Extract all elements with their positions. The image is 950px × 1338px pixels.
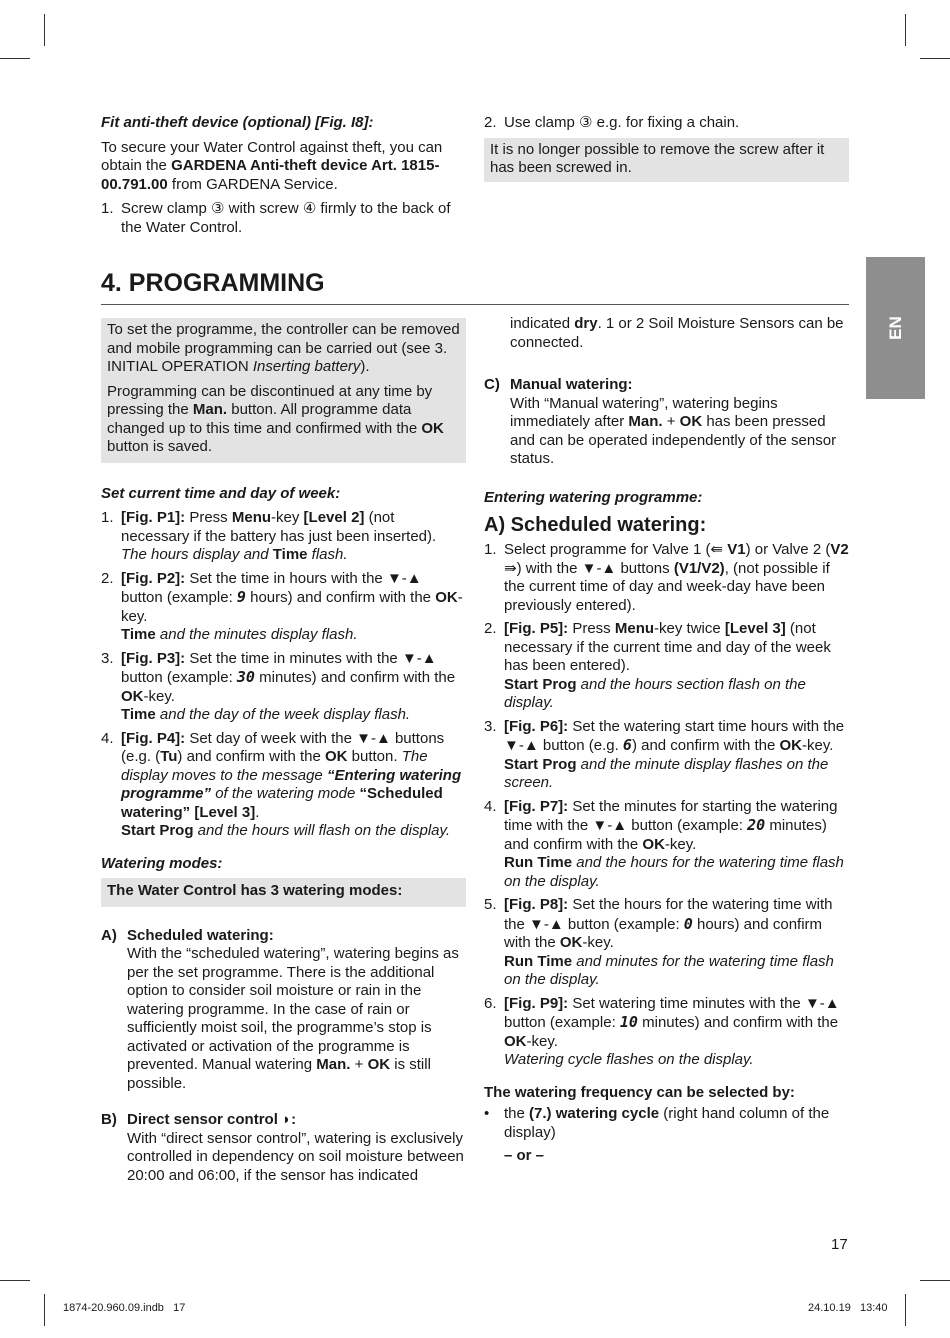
note-text: It is no longer possible to remove the screw after it has been screwed in. <box>490 140 825 176</box>
text: Inserting battery <box>252 358 361 375</box>
text: ) and confirm with the <box>631 737 780 754</box>
step-number: 3. <box>101 649 114 667</box>
info-paragraph <box>107 321 460 377</box>
anti-theft-steps-continued <box>484 114 849 133</box>
day-code: Tu <box>160 748 178 765</box>
time-day-steps <box>101 509 466 841</box>
footer-file-info: 1874-20.960.09.indb 17 <box>63 1302 186 1314</box>
text: and the day of the week display flash. <box>155 706 411 723</box>
text: hours) and confirm with the <box>245 589 436 606</box>
list-item <box>484 620 849 713</box>
text: . <box>255 803 260 821</box>
key-name: Man. <box>192 401 228 418</box>
anti-theft-continued <box>484 114 849 182</box>
list-item <box>484 798 849 892</box>
text: the <box>504 1105 530 1122</box>
key-name: OK <box>421 419 444 437</box>
key-name: Menu <box>231 509 272 526</box>
step-number: 2. <box>101 569 114 587</box>
section-title: 4. PROGRAMMING <box>101 268 849 305</box>
text: has been pressed and can be operated independently of the sensor status. <box>510 413 837 467</box>
mode-name: “Scheduled watering” [Level 3] <box>121 785 443 821</box>
level: [Level 2] <box>303 509 365 526</box>
step-number: 1. <box>484 541 497 558</box>
crop-mark <box>920 58 950 59</box>
text: and the minutes display flash. <box>155 626 358 643</box>
text: With “direct sensor control”, watering is exclusively controlled in dependency on soil moisture between 20:00 and 06:00, if the sensor has indicated <box>127 1129 464 1184</box>
text: -key. <box>143 687 175 705</box>
anti-theft-heading: Fit anti-theft device (optional) [Fig. I8]: <box>101 114 374 131</box>
text: Set day of week with the ▼-▲ buttons (e.g. ( <box>121 729 445 765</box>
key-name: OK <box>324 748 348 765</box>
display-value: 6 <box>622 736 632 754</box>
text: ) and confirm with the <box>177 748 325 765</box>
display-word: Start Prog <box>504 675 577 693</box>
level: [Level 3] <box>724 620 786 637</box>
crop-mark <box>0 1280 30 1281</box>
text: To set the programme, the controller can be removed and mobile programming can be carried out (see 3. INITIAL OPERATION <box>107 321 460 375</box>
display-word: Time <box>121 706 156 723</box>
text: Set the minutes for starting the watering time with the ▼-▲ button (example: <box>504 797 838 834</box>
right-column <box>484 315 849 1166</box>
text: and the hours section flash on the display. <box>504 675 806 711</box>
programme-subheading: A) Scheduled watering: <box>484 514 707 536</box>
text: Set watering time minutes with the ▼-▲ button (example: <box>504 994 840 1031</box>
text: Set the watering start time hours with the ▼-▲ button (e.g. <box>504 717 845 754</box>
frequency-heading: The watering frequency can be selected by: <box>484 1083 795 1101</box>
text: + <box>350 1056 368 1073</box>
text: . 1 or 2 Soil Moisture Sensors can be connected. <box>510 315 844 351</box>
text: -key. <box>802 737 834 754</box>
fig-ref: [Fig. P4]: <box>121 729 186 747</box>
mode-title: Scheduled watering: <box>127 926 274 944</box>
crop-mark <box>44 14 45 46</box>
text: , (not possible if the current time of day and week-day have been previously entered). <box>504 559 830 614</box>
footer-timestamp: 24.10.19 13:40 <box>808 1302 888 1314</box>
display-word: Start Prog <box>504 755 577 773</box>
note-box <box>484 138 849 182</box>
step-text: Use clamp ③ e.g. for fixing a chain. <box>504 114 740 131</box>
text: Set the time in hours with the ▼-▲ button (example: <box>121 569 422 606</box>
list-item <box>484 995 849 1070</box>
text: (not necessary if the current time and day of the week has been entered). <box>504 620 831 674</box>
text: -key <box>271 509 304 526</box>
key-name: Man. <box>628 413 663 430</box>
list-item <box>101 650 466 725</box>
mode-b-continued <box>484 315 849 352</box>
text: + <box>662 413 680 430</box>
mode-title: Direct sensor control ◗: <box>127 1111 297 1128</box>
display-value: 30 <box>236 668 255 686</box>
key-name: Man. <box>316 1056 351 1073</box>
text: The display moves to the message <box>121 748 428 784</box>
step-number: 2. <box>484 114 497 131</box>
step-number: 4. <box>484 797 497 815</box>
step-text: Screw clamp ③ with screw ④ firmly to the back of the Water Control. <box>121 200 451 236</box>
text: and minutes for the watering time flash on the display. <box>504 952 834 988</box>
anti-theft-steps <box>101 200 466 237</box>
text: -key twice <box>654 620 725 637</box>
text: Select programme for Valve 1 (⇚ <box>504 541 728 558</box>
key-name: OK <box>779 737 803 754</box>
text: -key. <box>664 835 697 853</box>
text: -key. <box>526 1032 558 1050</box>
text: (right hand column of the display) <box>504 1105 830 1141</box>
step-number: 1. <box>101 509 114 526</box>
programme-steps <box>484 541 849 1070</box>
key-name: Menu <box>614 620 655 637</box>
message: “Entering watering programme” <box>121 766 462 802</box>
key-name: OK <box>679 413 703 430</box>
text: Press <box>185 509 232 526</box>
text: button is saved. <box>107 438 213 455</box>
text: from GARDENA Service. <box>167 175 338 193</box>
fig-ref: [Fig. P1]: <box>121 509 186 526</box>
display-word: Run Time <box>504 952 573 970</box>
list-item <box>101 730 466 841</box>
anti-theft-intro <box>101 139 466 195</box>
crop-mark <box>905 1294 906 1326</box>
product-name: GARDENA Anti-theft device Art. 1815-00.791.00 <box>101 157 440 193</box>
text: ⇛) with the ▼-▲ buttons <box>504 559 674 577</box>
page-number: 17 <box>831 1236 848 1253</box>
display-value: 0 <box>683 914 693 933</box>
sensor-state: dry <box>574 315 598 332</box>
or-separator: – or – <box>504 1147 545 1164</box>
crop-mark <box>920 1280 950 1281</box>
text: button. All programme data changed up to this time and confirmed with the <box>107 401 422 437</box>
fig-ref: [Fig. P5]: <box>504 620 569 637</box>
text: and the hours for the watering time flash on the display. <box>504 854 844 890</box>
text: flash. <box>307 546 348 563</box>
text: With the “scheduled watering”, watering begins as per the set programme. There is the additional option to consider soil moisture or rain in the watering programme. In the case of rain or sufficiently moist soil, the programme’s stop is activated or activation of the programme is prevented. Manual watering <box>127 945 459 1073</box>
fig-ref: [Fig. P2]: <box>121 569 186 587</box>
mode-letter: A) <box>101 926 117 944</box>
text: button. <box>347 748 402 765</box>
display-value: 9 <box>236 588 246 606</box>
text: minutes) and confirm with the <box>504 817 827 853</box>
text: To secure your Water Control against theft, you can obtain the <box>101 138 443 174</box>
step-number: 3. <box>484 717 497 735</box>
list-item <box>484 896 849 990</box>
valve-label: (V1/V2) <box>673 559 725 577</box>
list-item <box>484 1105 849 1142</box>
display-value: 20 <box>747 816 766 834</box>
display-word: Run Time <box>504 854 573 871</box>
mode-c <box>484 376 849 469</box>
modes-heading: Watering modes: <box>101 854 223 872</box>
mode-title: Manual watering: <box>510 376 633 393</box>
fig-ref: [Fig. P8]: <box>504 896 569 913</box>
text: The hours display and <box>121 546 273 563</box>
text: and the hours will flash on the display. <box>193 822 451 839</box>
text: and the minute display flashes on the screen. <box>504 755 829 791</box>
language-tab-label: EN <box>885 316 905 340</box>
text: ). <box>360 358 370 375</box>
text: (not necessary if the battery has just been inserted). <box>121 509 437 545</box>
list-item <box>484 541 849 615</box>
valve-label: V2 <box>830 541 849 558</box>
text: is still possible. <box>127 1056 431 1092</box>
step-number: 6. <box>484 994 497 1012</box>
fig-ref: [Fig. P7]: <box>504 797 569 815</box>
key-name: OK <box>435 589 458 606</box>
text: of the watering mode <box>211 785 360 802</box>
language-tab <box>866 257 925 399</box>
modes-box: The Water Control has 3 watering modes: <box>101 878 466 907</box>
step-number: 2. <box>484 620 497 637</box>
text: Set the time in minutes with the ▼-▲ button (example: <box>121 649 437 686</box>
info-box <box>101 318 466 463</box>
text: Watering cycle flashes on the display. <box>504 1051 754 1068</box>
text: hours) and confirm with the <box>504 915 823 951</box>
display-word: Time <box>121 626 156 643</box>
list-item <box>101 570 466 645</box>
text: -key. <box>121 589 463 625</box>
key-name: OK <box>642 835 665 853</box>
list-item <box>484 718 849 793</box>
key-name: OK <box>367 1056 391 1073</box>
key-name: OK <box>559 934 583 951</box>
list-item <box>101 200 466 237</box>
programme-heading: Entering watering programme: <box>484 488 703 506</box>
display-word: Start Prog <box>121 822 194 839</box>
bullet-icon: • <box>484 1105 490 1122</box>
crop-mark <box>905 14 906 46</box>
text: indicated <box>510 315 575 332</box>
crop-mark <box>44 1294 45 1326</box>
text: ) or Valve 2 ( <box>745 541 831 558</box>
time-day-heading: Set current time and day of week: <box>101 484 341 502</box>
fig-ref: [Fig. P9]: <box>504 994 569 1012</box>
text: Programming can be discontinued at any time by pressing the <box>107 382 433 418</box>
text: Set the hours for the watering time with the ▼-▲ button (example: <box>504 896 833 933</box>
step-number: 5. <box>484 896 497 913</box>
list-item <box>101 509 466 565</box>
text: minutes) and confirm with the <box>637 1014 839 1031</box>
info-paragraph <box>107 383 460 457</box>
list-item <box>484 114 849 133</box>
anti-theft-section <box>101 114 466 242</box>
fig-ref: [Fig. P3]: <box>121 649 186 667</box>
step-number: 4. <box>101 729 114 747</box>
text: minutes) and confirm with the <box>254 669 456 686</box>
step-number: 1. <box>101 200 114 217</box>
left-column <box>101 318 466 1186</box>
mode-letter: C) <box>484 376 500 393</box>
fig-ref: [Fig. P6]: <box>504 717 569 735</box>
text: Press <box>568 620 615 637</box>
mode-letter: B) <box>101 1111 117 1128</box>
display-word: Time <box>272 546 308 563</box>
mode-a <box>101 927 466 1094</box>
text: -key. <box>582 934 614 951</box>
key-name: OK <box>504 1032 527 1050</box>
crop-mark <box>0 58 30 59</box>
display-value: 10 <box>619 1013 638 1031</box>
mode-b <box>101 1111 466 1186</box>
key-name: OK <box>121 687 144 705</box>
text: With “Manual watering”, watering begins immediately after <box>510 394 778 430</box>
valve-label: V1 <box>727 541 746 558</box>
cycle-label: (7.) watering cycle <box>529 1105 660 1122</box>
